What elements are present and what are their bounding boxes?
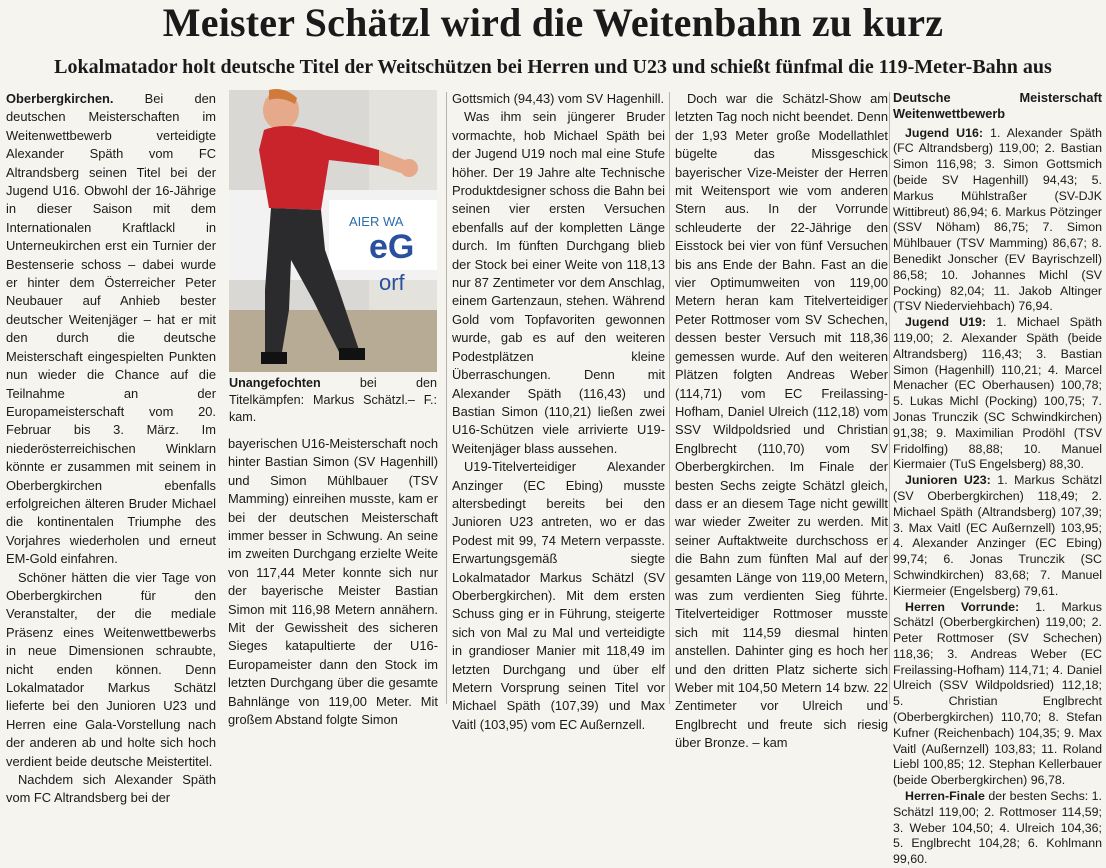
results-text: 1. Alexander Späth (FC Altrandsberg) 119,00; 2. Bastian Simon 116,98; 3. Simon Gottsmich (beide SV Hagenhill) 94,43; 5. Markus Mühlstraßer (SV-DJK Wittibreut) 86,94; 6. Markus Pötzinger (SSV Nöham) 86,75; 7. Simon Mühlbauer (TSV Mamming) 86,67; 8. Benedikt Jonscher (EV Bayrischzell) 86,58; 10. Johannes Michl (SV Pocking) 82,04; 11. Jakob Altinger (TSV Niederviehbach) 76,94. (893, 125, 1102, 314)
article-paragraph: Schöner hätten die vier Tage von Oberbergkirchen für den Veranstalter, der die mediale Präsenz eines Weitenwettbewerbs in neue Dimensionen schraubte, nicht enden können. Denn Lokalmatador Markus Schätzl lieferte bei den Junioren U23 und Herren eine Gala-Vorstellung nach der anderen ab und holte sich hoch verdient beide deutsche Meistertitel. (6, 569, 216, 769)
results-category: Jugend U16: (905, 125, 983, 140)
dateline: Oberbergkirchen. (6, 91, 114, 106)
column-divider (446, 92, 447, 704)
column-divider (669, 92, 670, 704)
caption-lead: Unangefochten (229, 376, 321, 390)
subheadline: Lokalmatador holt deutsche Titel der Weitschützen bei Herren und U23 und schießt fünfmal die 119-Meter-Bahn aus (54, 56, 1052, 78)
results-category: Junioren U23: (905, 473, 991, 488)
banner-logo-text: eG (369, 228, 415, 266)
article-paragraph: bayerischen U16-Meisterschaft noch hinter Bastian Simon (SV Hagenhill) und Simon Mühlbauer (TSV Mamming) einreihen musste, kam er bei der deutschen Meisterschaft immer besser in Schwung. An seine im zweiten Durchgang erzielte Weite von 117,44 Meter konnte sich nur der bayerische Meister Bastian Simon mit 116,98 Metern annähern. Mit der Gewissheit des sicheren Sieges katapultierte der U16-Europameister dann den Stock im letzten Durchgang über die gesamte Bahnlänge von 119,00 Meter. Mit großem Abstand folgte Simon (228, 436, 438, 728)
banner-text-bottom: orf (379, 270, 405, 295)
results-title: Deutsche Meisterschaft Weitenwettbewerb (893, 90, 1102, 121)
article-column-2 (228, 435, 438, 728)
paragraph-text: Bei den deutschen Meisterschaften im Weitenwettbewerb verteidigte Alexander Späth vom FC Altrandsberg seinen Titel bei der Jugend U16. Obwohl der 16-Jährige in dieser Saison mit dem Internationalen Kraftlackl in Unterneukirchen erst ein Turnier der Bestenserie schoss – dabei wurde er hinter dem Österreicher Peter Neubauer auf Anhieb bester deutscher Weitenjäger – hat er mit den durch die deutsche Meisterschaft eingespielten Punkten nun wieder die Chance auf die Teilnahme an der Europameisterschaft vom 20. Februar bis 3. März. Im niederösterreichischen Winklarn könnte er zusammen mit seinem in Oberbergkirchen ebenfalls erfolgreichen älteren Bruder Michael die kontinentalen Triumphe des Vorjahres wiederholen und erneut EM-Gold einfahren. (6, 91, 216, 567)
article-paragraph: Was ihm sein jüngerer Bruder vormachte, hob Michael Späth bei der Jugend U19 noch mal eine Stufe höher. Der 19 Jahre alte Technische Produktdesigner schoss die Bahn bei seinen vier ersten Versuchen ebenfalls auf der kompletten Länge durch. Im fünften Durchgang blieb der Stock bei einer Weite von 118,13 nur 87 Zentimeter vor dem Anschlag, einem Gartenzaun, stehen. Während Gold vom Topfavoriten gewonnen wurde, gab es auf den weiteren Podestplätzen kleine Überraschungen. Denn mit Alexander Späth (116,43) und Bastian Simon (110,21) ließen zwei U16-Schützen viele arrivierte U19-Weitenjäger blass aussehen. (452, 109, 665, 456)
photo-illustration (229, 90, 437, 372)
results-entry (893, 315, 1102, 473)
results-entry (893, 473, 1102, 599)
article-column-3 (452, 90, 665, 732)
column-divider (889, 92, 890, 704)
results-box (893, 90, 1103, 867)
article-paragraph: Doch war die Schätzl-Show am letzten Tag noch nicht beendet. Denn der 1,93 Meter große Modellathlet bügelte das Missgeschick bayerischer Vize-Meister der Herren mit Weitensport wie vom anderen Stern aus. In der Vorrunde schleuderte der 22-Jährige den Eisstock bei vier von fünf Versuchen bis ans Ende der Bahn. Fast an die vier Optimumweiten von 119,00 Metern heran kam Titelverteidiger Peter Rottmoser vom SV Schechen, dessen bester Versuch mit 118,36 gemessen wurde. Auf den weiteren Plätzen folgten Andreas Weber (114,71) vom EC Freilassing-Hofham, Daniel Ulreich (112,18) vom SSV Wildpoldsried und Christian Englbrecht (110,70) vom SV Oberbergkirchen. Im Finale der besten Sechs zeigte Schätzl gleich, dass er an diesem Tage nicht gewillt war wieder Zweiter zu werden. Mit seiner Auftaktweite durchschoss er die Bahn zum fünften Mal auf der gesamten Länge von 119,00 Metern, was zum verdienten Sieg führte. Titelverteidiger Rottmoser musste sich mit 114,59 diesmal hinten anstellen. Dahinter ging es hoch her und den dritten Platz sicherte sich Weber mit 104,50 Metern 14 bzw. 22 Zentimeter vor Ulreich und Englbrecht und freute sich riesig über Bronze. – kam (675, 91, 888, 751)
results-text: 1. Markus Schätzl (Oberbergkirchen) 119,00; 2. Peter Rottmoser (SV Schechen) 118,36; 3. Andreas Weber (EC Freilassing-Hofham) 114,71; 4. Daniel Ulreich (SSV Wildpoldsried) 112,18; 5. Christian Englbrecht (Oberbergkirchen) 110,70; 8. Stefan Kufner (Reichenbach) 104,35; 9. Max Vaitl (Außernzell) 103,83; 11. Roland Liebl 100,85; 12. Stephan Kellerbauer (beide Oberbergkirchen) 96,78. (893, 599, 1102, 788)
athlete-photo (229, 90, 437, 372)
article-paragraph: Gottsmich (94,43) vom SV Hagenhill. (452, 91, 665, 106)
results-text: 1. Michael Späth 119,00; 2. Alexander Späth (beide Altrandsberg) 116,43; 3. Bastian Simon (Hagenhill) 110,21; 4. Marcel Menacher (EC Oberhausen) 100,78; 5. Lukas Michl (Pocking) 100,75; 7. Jonas Trunczik (SC Schwindkirchen) 91,38; 9. Maximilian Prodöhl (TSV Fridolfing) 88,88; 10. Manuel Kiermaier (TuS Engelsberg) 88,30. (893, 315, 1103, 472)
article-paragraph: U19-Titelverteidiger Alexander Anzinger (EC Ebing) musste altersbedingt bereits bei den Junioren U23 antreten, wo er das Podest mit 99, 74 Metern verpasste. Erwartungsgemäß siegte Lokalmatador Markus Schätzl (SV Oberbergkirchen). Mit dem ersten Schuss ging er in Führung, steigerte sich von Mal zu Mal und verteidigte in grandioser Manier mit 118,49 im letzten Durchgang und über elf Metern Vorsprung seinen Titel vor Michael Späth (107,39) und Max Vaitl (103,95) vom EC Außernzell. (452, 459, 665, 732)
article-column-1 (6, 90, 216, 806)
results-category: Herren-Finale (905, 789, 985, 804)
results-entry (893, 789, 1102, 868)
results-category: Herren Vorrunde: (905, 599, 1020, 614)
results-text: der besten Sechs: 1. Schätzl 119,00; 2. Rottmoser 114,59; 3. Weber 104,50; 4. Ulreich 104,36; 5. Englbrecht 104,28; 6. Kohlmann 99,60. (893, 789, 1102, 867)
article-paragraph (6, 90, 216, 569)
results-text: 1. Markus Schätzl (SV Oberbergkirchen) 118,49; 2. Michael Späth (Altrandsberg) 107,39; 3. Max Vaitl (EC Außernzell) 103,95; 4. Alexander Anzinger (EC Ebing) 99,74; 6. Jonas Trunczik (SC Schwindkirchen) 83,68; 7. Manuel Kiermeier (Engelsberg) 79,61. (893, 473, 1102, 598)
article-column-4 (675, 90, 888, 751)
caption-text: bei den Titelkämpfen: Markus Schätzl.– F.: kam. (229, 376, 437, 424)
headline: Meister Schätzl wird die Weitenbahn zu kurz (162, 0, 944, 45)
banner-text: AIER WA (349, 214, 404, 229)
results-entry (893, 600, 1102, 790)
results-entry (893, 126, 1102, 316)
photo-caption (229, 375, 437, 426)
article-paragraph: Nachdem sich Alexander Späth vom FC Altrandsberg bei der (6, 772, 216, 806)
results-category: Jugend U19: (905, 315, 987, 330)
